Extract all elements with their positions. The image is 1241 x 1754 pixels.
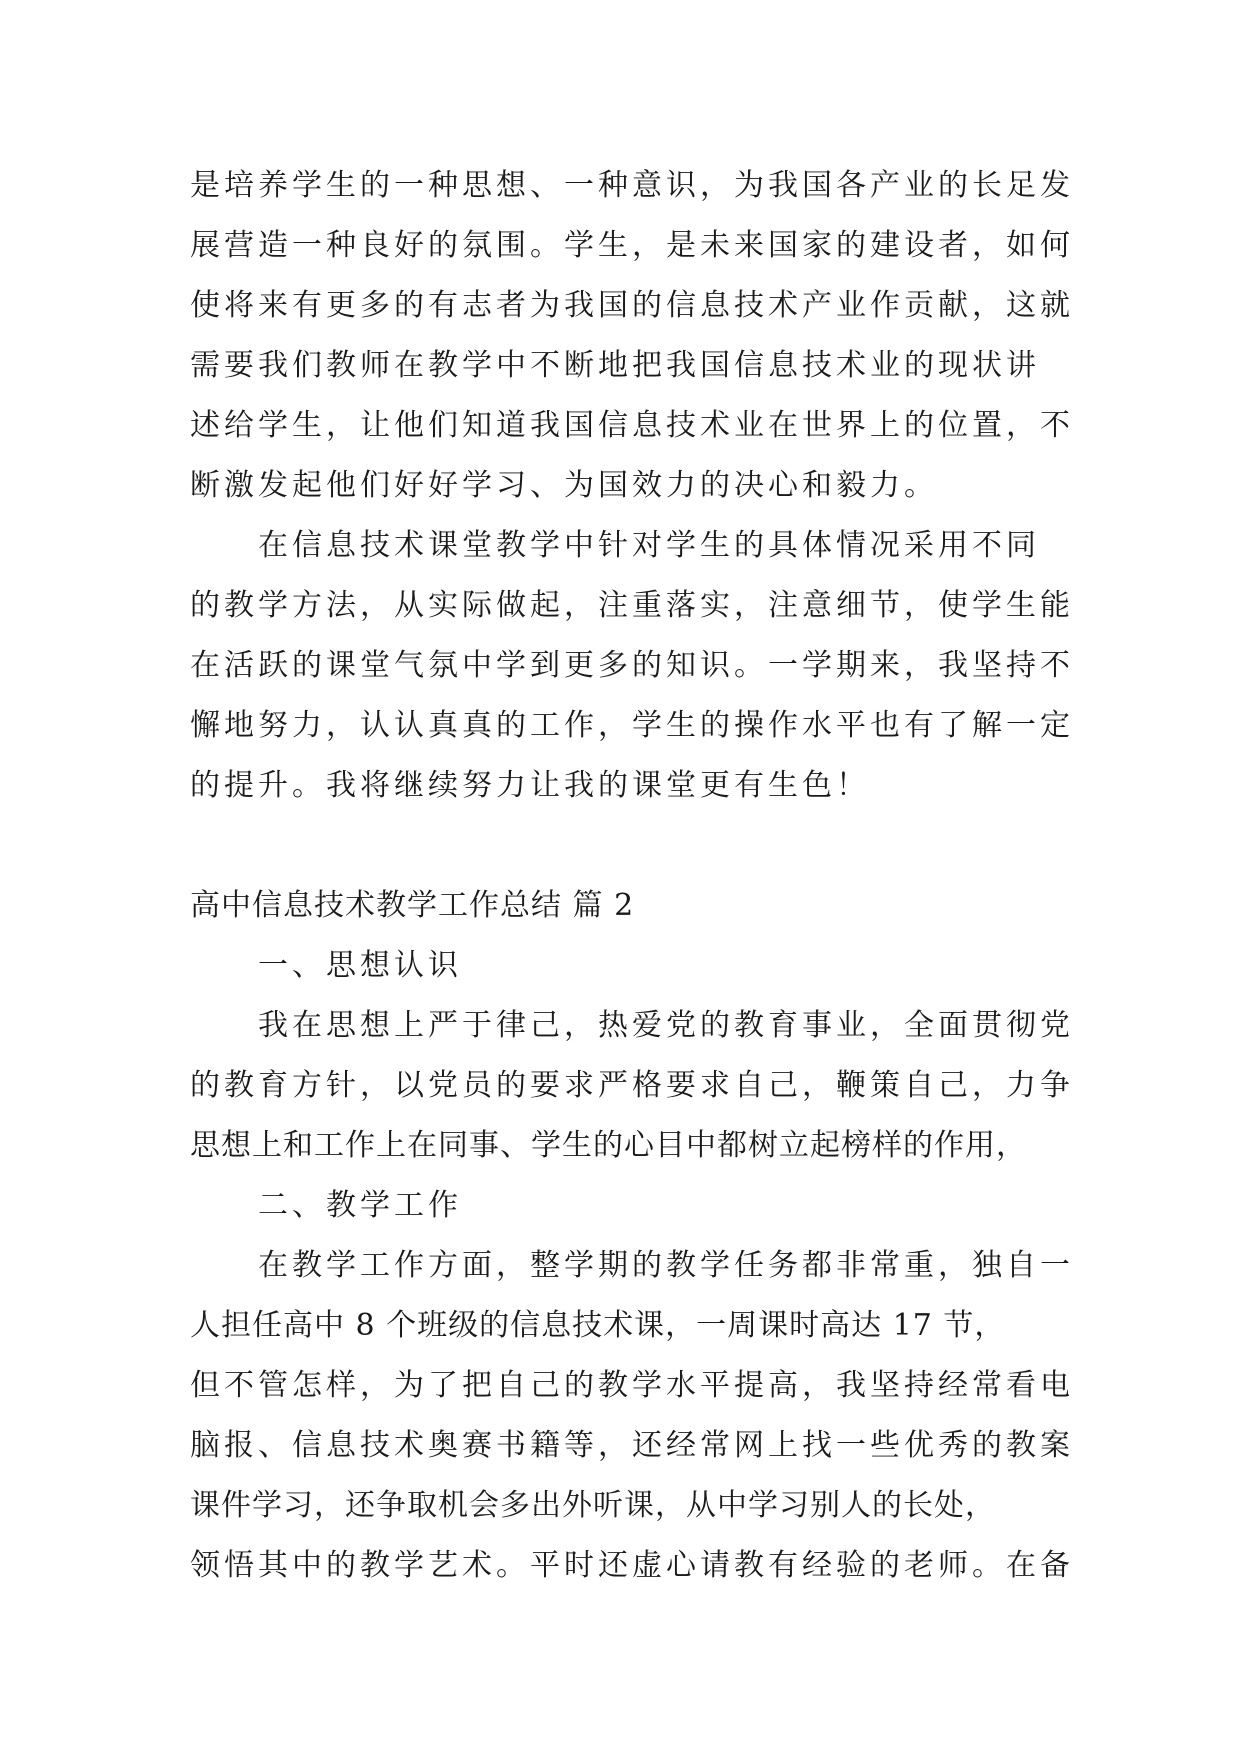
section-spacer — [190, 816, 1050, 876]
paragraph-line: 思想上和工作上在同事、学生的心目中都树立起榜样的作用， — [190, 1128, 1027, 1163]
paragraph-line: 展营造一种良好的氛围。学生，是未来国家的建设者，如何 — [190, 228, 1074, 263]
paragraph-teaching-methods — [190, 516, 1074, 816]
paragraph-line: 需要我们教师在教学中不断地把我国信息技术业的现状讲 — [190, 348, 1040, 383]
paragraph-line: 领悟其中的教学艺术。平时还虚心请教有经验的老师。在备 — [190, 1548, 1074, 1583]
paragraph-line: 课件学习，还争取机会多出外听课，从中学习别人的长处， — [190, 1488, 996, 1523]
paragraph-ideology — [190, 996, 1074, 1176]
paragraph-teaching-work — [190, 1236, 1074, 1596]
paragraph-line: 在教学工作方面，整学期的教学任务都非常重，独自一 — [258, 1248, 1074, 1283]
paragraph-line: 但不管怎样，为了把自己的教学水平提高，我坚持经常看电 — [190, 1368, 1074, 1403]
paragraph-line: 懈地努力，认认真真的工作，学生的操作水平也有了解一定 — [190, 708, 1074, 743]
paragraph-line: 的教学方法，从实际做起，注重落实，注意细节，使学生能 — [190, 588, 1074, 623]
paragraph-line: 述给学生，让他们知道我国信息技术业在世界上的位置，不 — [190, 408, 1074, 443]
paragraph-line: 人担任高中 8 个班级的信息技术课，一周课时高达 17 节， — [190, 1308, 1006, 1343]
paragraph-line: 的提升。我将继续努力让我的课堂更有生色！ — [190, 768, 870, 803]
paragraph-line: 的教育方针，以党员的要求严格要求自己，鞭策自己，力争 — [190, 1068, 1074, 1103]
paragraph-line: 在活跃的课堂气氛中学到更多的知识。一学期来，我坚持不 — [190, 648, 1074, 683]
paragraph-line: 脑报、信息技术奥赛书籍等，还经常网上找一些优秀的教案 — [190, 1428, 1074, 1463]
paragraph-patriotism — [190, 156, 1074, 516]
paragraph-line: 断激发起他们好好学习、为国效力的决心和毅力。 — [190, 468, 938, 503]
document-page — [190, 156, 1074, 1596]
article-title: 高中信息技术教学工作总结 篇 2 — [190, 888, 635, 923]
section-heading-ideology: 一、思想认识 — [258, 948, 462, 983]
paragraph-line: 使将来有更多的有志者为我国的信息技术产业作贡献，这就 — [190, 288, 1074, 323]
paragraph-line: 我在思想上严于律己，热爱党的教育事业，全面贯彻党 — [258, 1008, 1074, 1043]
section-heading-teaching: 二、教学工作 — [258, 1188, 462, 1223]
paragraph-line: 是培养学生的一种思想、一种意识，为我国各产业的长足发 — [190, 168, 1074, 203]
paragraph-line: 在信息技术课堂教学中针对学生的具体情况采用不同 — [258, 528, 1040, 563]
